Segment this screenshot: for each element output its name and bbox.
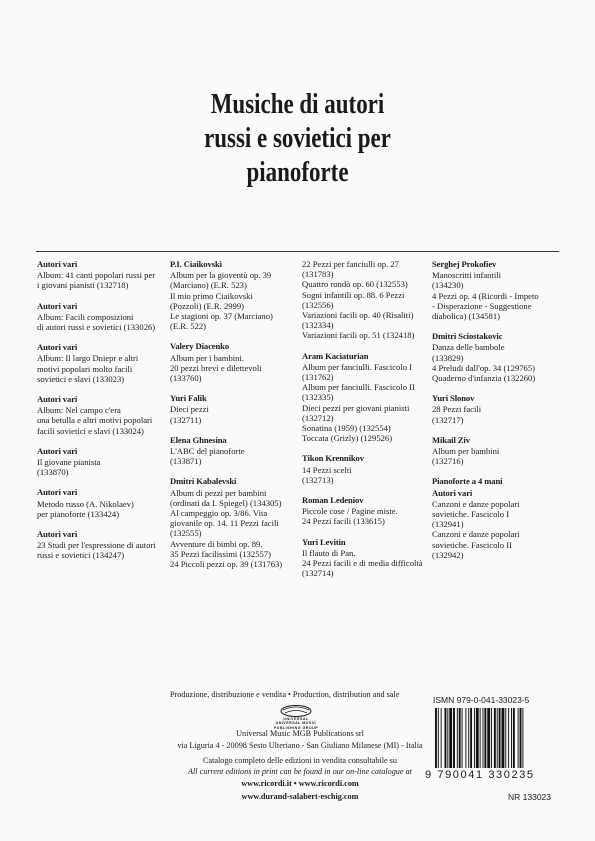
- barcode-bar: [447, 708, 448, 768]
- logo-text-publishing-group: PUBLISHING GROUP: [273, 725, 319, 730]
- work-line: (132941): [432, 519, 464, 530]
- composer-name: Yuri Levitin: [302, 536, 346, 547]
- work-line: 28 Pezzi facili: [432, 404, 482, 415]
- work-line: (E.R. 522): [170, 321, 207, 332]
- composer-name: Autori vari: [37, 300, 78, 311]
- work-line: Album per i bambini.: [170, 352, 244, 363]
- work-line: (131762): [302, 372, 334, 383]
- barcode-bar: [468, 708, 469, 768]
- barcode-bar: [520, 708, 522, 768]
- catalogue-entry: [37, 529, 157, 561]
- barcode-number: 9 790041 330235: [425, 769, 535, 781]
- title-line-2: russi e sovietici per: [204, 123, 391, 154]
- composer-name: Mikail Ziv: [432, 434, 470, 445]
- work-line: Album per bambini: [432, 446, 500, 457]
- title-line-1: Musiche di autori: [210, 89, 385, 120]
- work-line: (132713): [302, 474, 334, 485]
- logo-text-universal-music: UNIVERSAL MUSIC: [275, 721, 317, 726]
- work-line: Dieci pezzi per giovani pianisti: [302, 402, 410, 413]
- barcode-bar: [449, 708, 452, 768]
- work-line: (132335): [302, 392, 334, 403]
- composer-name: Autori vari: [37, 342, 78, 353]
- composer-name: Dmitri Sciostakovic: [432, 331, 503, 342]
- link-separator: •: [293, 779, 297, 788]
- barcode-bar: [494, 708, 496, 768]
- catalogue-entry: [37, 487, 157, 519]
- website-links-ricordi: [160, 779, 440, 788]
- work-line: di autori russi e sovietici (133026): [37, 322, 156, 333]
- work-line: L'ABC del pianoforte: [170, 446, 245, 457]
- work-line: Album: Il largo Dniepr e altri: [37, 353, 139, 364]
- page-title: [54, 88, 542, 190]
- work-line: (132711): [170, 414, 202, 425]
- work-line: Album per fanciulli. Fascicolo II: [302, 382, 415, 393]
- barcode-bar: [518, 708, 519, 768]
- work-line: (132942): [432, 549, 464, 560]
- barcode-bar: [497, 708, 498, 768]
- ricordi-it-link[interactable]: www.ricordi.it: [241, 779, 292, 788]
- barcode-bar: [487, 708, 490, 768]
- barcode-bar: [483, 708, 484, 768]
- work-line: 4 Pezzi op. 4 (Ricordi - Impeto: [432, 290, 539, 301]
- work-line: Album: Facili composizioni: [37, 311, 134, 322]
- work-line: (133871): [170, 456, 202, 467]
- work-line: (133870): [37, 467, 69, 478]
- work-line: sovietiche. Fascicolo I: [432, 509, 510, 520]
- work-line: (Marciano) (E.R. 523): [170, 280, 247, 291]
- work-line: Canzoni e danze popolari: [432, 529, 520, 540]
- catalogue-column-1: [37, 259, 157, 571]
- barcode: [433, 708, 549, 768]
- work-line: (131783): [302, 269, 334, 280]
- work-line: Il flauto di Pan.: [302, 547, 356, 558]
- catalogue-entry: [170, 435, 295, 467]
- work-line: Le stagioni op. 37 (Marciano): [170, 311, 273, 322]
- composer-name: Serghej Prokofiev: [432, 259, 497, 269]
- publisher-name: Universal Music MGB Publications srl: [236, 729, 364, 738]
- work-line: Metodo russo (A. Nikolaev): [37, 498, 134, 509]
- work-line: (132712): [302, 412, 334, 423]
- composer-name: Valery Diacenko: [170, 341, 230, 352]
- title-line-3: pianoforte: [246, 157, 349, 188]
- work-line: (ordinati da I. Spiegel) (134305): [170, 497, 282, 508]
- work-line: 14 Pezzi scelti: [302, 464, 352, 475]
- work-line: Toccata (Grizly) (129526): [302, 433, 393, 444]
- work-line: 24 Pezzi facili e di media difficoltà: [302, 558, 423, 569]
- work-line: diabolica) (134581): [432, 311, 501, 322]
- work-line: (132556): [302, 299, 334, 310]
- work-line: Quattro rondò op. 60 (132553): [302, 279, 408, 290]
- composer-name: Autori vari: [37, 529, 78, 540]
- work-line: 20 pezzi brevi e dilettevoli: [170, 362, 262, 373]
- catalogue-entry: [170, 259, 295, 331]
- publisher-address: via Liguria 4 - 20098 Sesto Ulteriano - San Giuliano Milanese (MI) - Italia: [177, 741, 423, 750]
- catalogue-entry: [302, 351, 427, 444]
- catalogue-entry: [170, 341, 295, 383]
- catalogue-note-italian: Catalogo completo delle edizioni in vendita consultabile su: [203, 756, 397, 765]
- catalogue-column-2: [170, 259, 295, 579]
- composer-name: Pianoforte a 4 mani: [432, 476, 503, 487]
- catalogue-entry: [302, 495, 427, 527]
- barcode-bar: [476, 708, 479, 768]
- divider-rule: [36, 251, 559, 252]
- catalogue-entry: [432, 476, 562, 560]
- composer-name: Tikon Krennikov: [302, 453, 364, 464]
- work-line: Album per fanciulli. Fascicolo I: [302, 361, 413, 372]
- ismn-code: ISMN 979-0-041-33023-5: [433, 695, 530, 705]
- catalogue-note-english: All current editions in print can be found in our on-line catalogue at: [188, 767, 412, 776]
- work-line: Dieci pezzi: [170, 404, 209, 415]
- barcode-bar: [491, 708, 492, 768]
- catalogue-entry: [302, 259, 427, 341]
- work-line: sovietiche. Fascicolo II: [432, 539, 512, 550]
- catalogue-entry: [37, 301, 157, 333]
- catalogue-column-3: [302, 259, 427, 588]
- composer-name: Autori vari: [37, 487, 78, 498]
- work-line: (132714): [302, 568, 334, 579]
- work-line: una betulla e altri motivi popolari: [37, 415, 153, 426]
- work-line: Manoscritti infantili: [432, 270, 501, 281]
- work-line: 22 Pezzi per fanciulli op. 27: [302, 259, 399, 269]
- work-line: (132717): [432, 414, 464, 425]
- catalogue-entry: [37, 259, 157, 291]
- composer-name-secondary: Autori vari: [432, 487, 473, 498]
- work-line: Sogni infantili op. 88. 6 Pezzi: [302, 289, 405, 300]
- barcode-bar: [459, 708, 461, 768]
- work-line: russi e sovietici (134247): [37, 550, 125, 561]
- catalogue-entry: [432, 259, 562, 321]
- work-line: 24 Piccoli pezzi op. 39 (131763): [170, 559, 283, 570]
- barcode-bar: [435, 708, 437, 768]
- work-line: facili sovietici e slavi (133024): [37, 425, 144, 436]
- barcode-bar: [511, 708, 512, 768]
- work-line: i giovani pianisti (132718): [37, 280, 129, 291]
- catalogue-entry: [37, 342, 157, 384]
- composer-name: P.I. Ciaikovski: [170, 259, 222, 269]
- composer-name: Autori vari: [37, 445, 78, 456]
- work-line: (133760): [170, 373, 202, 384]
- work-line: (Pozzoli) (E.R. 2999): [170, 300, 244, 311]
- work-line: Album per la gioventù op. 39: [170, 270, 272, 281]
- barcode-bar: [522, 708, 523, 768]
- work-line: (132555): [170, 528, 202, 539]
- barcode-bar: [470, 708, 472, 768]
- production-line: Produzione, distribuzione e vendita • Production, distribution and sale: [170, 690, 400, 699]
- universal-music-logo: [272, 703, 320, 730]
- work-line: per pianoforte (133424): [37, 508, 120, 519]
- work-line: Canzoni e danze popolari: [432, 498, 520, 509]
- work-line: (132334): [302, 320, 334, 331]
- durand-salabert-eschig-link[interactable]: www.durand-salabert-eschig.com: [241, 792, 359, 801]
- barcode-bar: [438, 708, 439, 768]
- work-line: 24 Pezzi facili (133615): [302, 516, 385, 527]
- work-line: (133829): [432, 352, 464, 363]
- catalogue-column-4: [432, 259, 562, 570]
- work-line: 4 Preludi dall'op. 34 (129765): [432, 362, 535, 373]
- work-line: giovanile op. 14. 11 Pezzi facili: [170, 518, 279, 529]
- work-line: Album: 41 canti popolari russi per: [37, 270, 156, 281]
- barcode-bar: [505, 708, 506, 768]
- work-line: Il mio primo Ciaikovski: [170, 290, 253, 301]
- composer-name: Elena Ghnesina: [170, 434, 227, 445]
- work-line: Quaderno d'infanzia (132260): [432, 373, 536, 384]
- barcode-bar: [484, 708, 486, 768]
- composer-name: Roman Ledeniov: [302, 495, 364, 506]
- work-line: Piccole cose / Pagine miste.: [302, 506, 398, 517]
- work-line: 35 Pezzi facilissimi (132557): [170, 548, 271, 559]
- work-line: (134230): [432, 280, 464, 291]
- barcode-bar: [508, 708, 509, 768]
- catalogue-entry: [432, 331, 562, 383]
- catalogue-number: NR 133023: [508, 792, 552, 802]
- barcode-bar: [441, 708, 442, 768]
- work-line: Sonatina (1959) (132554): [302, 423, 391, 434]
- barcode-bar: [499, 708, 501, 768]
- barcode-bar: [453, 708, 455, 768]
- catalogue-entry: [170, 393, 295, 425]
- catalogue-entry: [302, 453, 427, 485]
- barcode-bar: [480, 708, 481, 768]
- catalogue-entry: [302, 537, 427, 579]
- work-line: (132716): [432, 456, 464, 467]
- work-line: Danza delle bambole: [432, 342, 505, 353]
- globe-icon: [279, 703, 313, 717]
- composer-name: Yuri Falik: [170, 393, 207, 404]
- catalogue-entry: [432, 393, 562, 425]
- composer-name: Autori vari: [37, 394, 78, 405]
- composer-name: Dmitri Kabalevski: [170, 476, 237, 487]
- catalogue-entry: [432, 435, 562, 467]
- work-line: 23 Studi per l'espressione di autori: [37, 540, 156, 551]
- composer-name: Yuri Slonov: [432, 393, 475, 404]
- work-line: Album: Nel campo c'era: [37, 405, 121, 416]
- barcode-bar: [445, 708, 447, 768]
- work-line: Il giovane pianista: [37, 457, 101, 468]
- barcode-bar: [502, 708, 505, 768]
- work-line: - Disperazione - Suggestione: [432, 300, 532, 311]
- catalogue-entry: [37, 394, 157, 436]
- work-line: Variazioni facili op. 51 (132418): [302, 330, 415, 341]
- catalogue-entry: [170, 476, 295, 569]
- catalogue-entry: [37, 446, 157, 478]
- work-line: sovietici e slavi (133023): [37, 373, 125, 384]
- work-line: Avventure di bimbi op. 89.: [170, 538, 263, 549]
- work-line: Al campeggio op. 3/86. Vita: [170, 508, 268, 519]
- barcode-bar: [465, 708, 466, 768]
- work-line: Variazioni facili op. 40 (Risaliti): [302, 310, 414, 321]
- barcode-bar: [474, 708, 475, 768]
- barcode-bar: [513, 708, 515, 768]
- composer-name: Aram Kaciaturian: [302, 350, 369, 361]
- logo-text-universal: UNIVERSAL: [283, 717, 309, 721]
- work-line: motivi popolari molto facili: [37, 363, 133, 374]
- composer-name: Autori vari: [37, 259, 78, 269]
- barcode-bar: [462, 708, 463, 768]
- barcode-bar: [457, 708, 458, 768]
- work-line: Album di pezzi per bambini: [170, 487, 267, 498]
- ricordi-com-link[interactable]: www.ricordi.com: [298, 779, 359, 788]
